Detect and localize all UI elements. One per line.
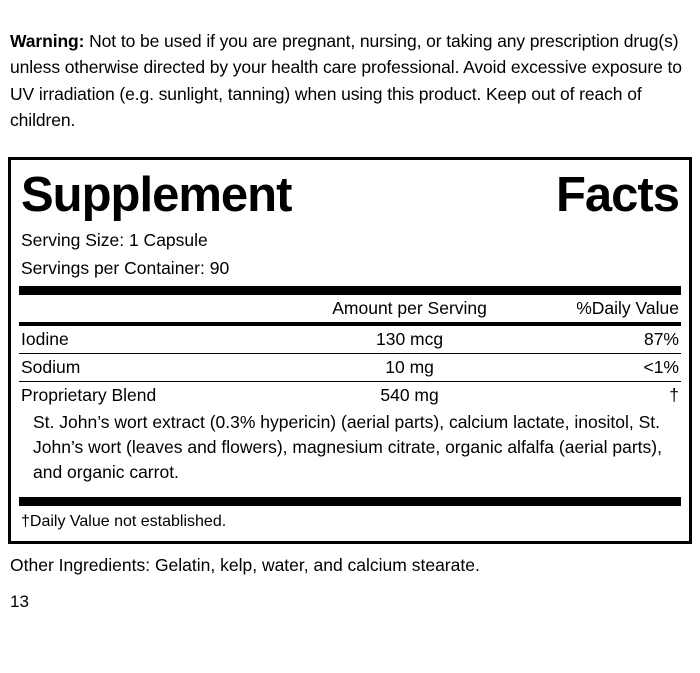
nutrient-amount: 10 mg — [284, 354, 536, 382]
nutrient-name: Proprietary Blend — [19, 382, 284, 410]
divider-thick-bottom — [19, 497, 681, 506]
servings-per-container: Servings per Container: 90 — [21, 258, 230, 278]
nutrient-name: Iodine — [21, 329, 69, 349]
table-row — [19, 382, 681, 410]
nutrient-amount: 130 mcg — [376, 329, 444, 349]
proprietary-blend-description: St. John’s wort extract (0.3% hypericin) (aerial parts), calcium lactate, inositol, St. John’s wort (leaves and flowers), magnesium citrate, organic alfalfa (aerial parts), and organic carrot. — [33, 412, 662, 482]
warning-paragraph — [8, 18, 692, 140]
nutrient-daily-value: † — [535, 382, 681, 410]
label-page — [0, 18, 700, 673]
page-number: 13 — [10, 592, 29, 611]
other-ingredients: Other Ingredients: Gelatin, kelp, water, and calcium stearate. — [10, 555, 480, 575]
serving-size: Serving Size: 1 Capsule — [21, 230, 208, 250]
nutrient-name: Sodium — [19, 354, 284, 382]
column-header-amount: Amount per Serving — [332, 298, 487, 318]
daily-value-footnote: †Daily Value not established. — [21, 513, 227, 530]
warning-label: Warning: — [10, 30, 85, 51]
column-header-daily-value: %Daily Value — [576, 298, 679, 318]
supplement-facts-title-left: Supplement — [21, 168, 292, 222]
supplement-facts-panel — [8, 157, 692, 544]
table-row — [19, 326, 681, 354]
nutrient-daily-value: 87% — [643, 329, 679, 349]
supplement-facts-title-right: Facts — [555, 168, 679, 222]
table-row — [19, 354, 681, 382]
nutrient-daily-value: <1% — [535, 354, 681, 382]
divider-thick-top — [19, 286, 681, 295]
table-header-row — [19, 295, 681, 322]
nutrition-rows — [19, 326, 681, 409]
nutrition-table — [19, 295, 681, 322]
nutrient-amount: 540 mg — [284, 382, 536, 410]
column-header-nutrient — [19, 295, 284, 322]
warning-text: Not to be used if you are pregnant, nursing, or taking any prescription drug(s) unless otherwise directed by your health care professional. Avoid excessive exposure to UV irradiation (e.g. sunlight, tanning) when using this product. Keep out of reach of children. — [10, 30, 682, 130]
supplement-facts-title — [19, 164, 681, 224]
